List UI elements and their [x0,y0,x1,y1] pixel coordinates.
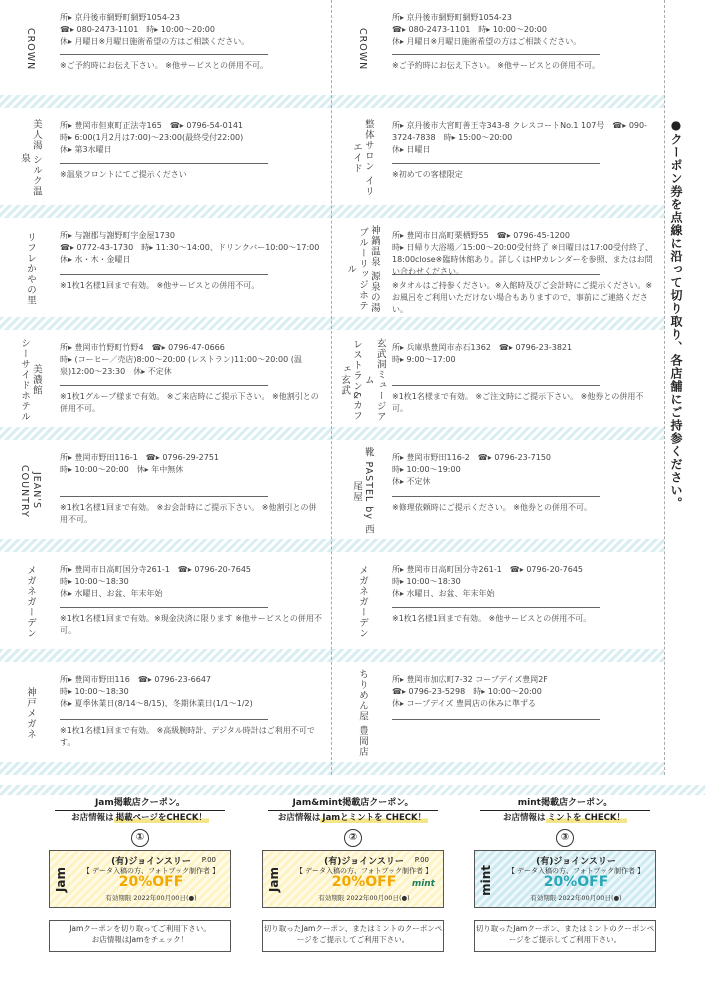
shop-info-line: 所▸ 京丹後市大宮町善王寺343-8 クレスコートNo.1 107号 ☎▸ 090-3724-7838 時▸ 15:00〜20:00 [392,121,647,142]
coupon-note: ※1枚1名様1回まで有効。 ※他サービスとの併用不可。 [60,281,260,290]
shop-info [392,452,656,488]
cut-instruction [668,118,698,514]
company-name: (有)ジョインスリー [536,857,616,867]
shop-info-line: 時▸ 9:00〜17:00 [392,355,456,364]
brand-logo-text: Jam [54,867,68,893]
shop-name-text: 神鍋温泉 源泉の湯 ブルーリッジホテル [345,224,380,314]
coupon-note: ※1枚1名様まで有効。 ※ご注文時にご提示下さい。 ※他券との併用不可。 [392,392,644,413]
discount-ticket[interactable] [49,850,231,908]
divider-stripe [332,649,664,662]
coupon-note: ※ご予約時にお伝え下さい。 ※他サービスとの併用不可。 [392,61,600,70]
shop-info-line: 休▸ 水曜日、お盆、年末年始 [392,589,495,598]
coupon-note: ※ご予約時にお伝え下さい。 ※他サービスとの併用不可。 [60,61,268,70]
shop-info-line: 時▸ 10:00〜18:30 [60,687,129,696]
discount-value: 20%OFF [118,874,184,890]
shop-info-line: 休▸ 第3水曜日 [60,145,112,154]
coupon-card [332,330,664,440]
shop-name [336,336,388,424]
mint-logo: mint [411,879,435,889]
shop-info-line: 所▸ 京丹後市網野町網野1054-23 [60,13,180,22]
shop-name [4,6,56,92]
coupon-card [332,218,664,330]
shop-info [392,342,656,366]
shop-name-text: メガネガーデン [356,565,368,639]
panel-subtitle-prefix: お店情報は [277,813,321,823]
shop-info-line: 時▸ 10:00〜18:30 [60,577,129,586]
panel-subtitle-highlight: 掲載ページをCHECK！ [115,813,207,823]
shop-name-text: JEAN'S COUNTRY [19,464,42,518]
discount-value: 20%OFF [543,874,609,890]
divider-stripe [0,762,332,775]
separator-rule [392,496,600,497]
panel-title: Jam掲載店クーポン。 [55,795,225,811]
panel-subtitle-highlight: ミントを CHECK！ [547,813,625,823]
coupon-card [332,0,664,108]
bottom-coupon-band [0,785,705,1000]
coupon-card [0,108,332,218]
separator-rule [392,274,600,275]
coupon-note: ※タオルはご持参ください。※入館時及びご会計時にご提示ください。※お風呂をご利用いただけない場合もありますので、事前にご連絡ください。 [392,281,653,314]
coupon-note: ※温泉フロントにてご提示ください [60,170,187,179]
separator-rule [60,54,268,55]
shop-name-text: 整体サロン イリエイド [351,119,374,197]
brand-logo [53,857,69,903]
brand-logo-text: mint [479,864,493,896]
panel-title: Jam&mint掲載店クーポン。 [268,795,438,811]
shop-info-line: 所▸ 豊岡市日高町栗栖野55 ☎▸ 0796-45-1200 [392,231,570,240]
separator-rule [60,719,268,720]
shop-name [4,668,56,759]
divider-stripe [0,649,332,662]
coupon-note: ※1枚1名様1回まで有効。※現金決済に限ります ※他サービスとの併用不可。 [60,614,322,635]
shop-info [60,12,324,48]
panel-footer: 切り取ったJamクーポン、またはミントのクーポンページをご提示してご利用下さい。 [474,920,656,952]
divider-stripe [0,785,705,795]
coupon-card [0,0,332,108]
divider-stripe [0,205,332,218]
cut-line-vertical [331,0,332,775]
shop-name [336,446,388,536]
cut-instruction-text: ●クーポン券を点線に沿って切り取り、各店舗にご持参ください。 [669,118,683,510]
page-ref: P.00 [414,856,429,864]
shop-info [392,12,656,48]
shop-info-line: 所▸ 豊岡市但東町正法寺165 ☎▸ 0796-54-0141 [60,121,244,130]
coupon-note: ※1枚1グループ様まで有効。 ※ご来店時にご提示下さい。 ※他割引との併用不可。 [60,392,319,413]
panel-subtitle [45,811,235,823]
coupon-column-right [332,0,664,775]
company-name: (有)ジョインスリー [111,857,191,867]
shop-name-text: 美人湯 シルク温泉 [19,119,42,197]
shop-info-line: ☎▸ 0772-43-1730 時▸ 11:30〜14:00、ドリンクバー10:00〜17:00 休▸ 水・木・金曜日 [60,243,328,264]
expiry-date: 有効期限 2022年00月00日(●) [318,894,410,902]
divider-stripe [0,95,332,108]
divider-stripe [332,427,664,440]
panel-subtitle [470,811,660,823]
shop-info-line: 時▸ 6:00(1月2月は7:00)〜23:00(最終受付22:00) [60,133,244,142]
shop-info [60,342,324,378]
shop-info-line: 時▸ 10:00〜20:00 休▸ 年中無休 [60,465,184,474]
shop-info-line: 休▸ 月曜日※月曜日施術希望の方はご相談ください。 [60,37,250,46]
brand-logo [266,857,282,903]
divider-stripe [0,317,332,330]
panel-title: mint掲載店クーポン。 [480,795,650,811]
separator-rule [60,496,268,497]
shop-info-line: 休▸ 水曜日、お盆、年末年始 [60,589,163,598]
expiry-date: 有効期限 2022年00月00日(●) [105,894,197,902]
company-name: (有)ジョインスリー [324,857,404,867]
panel-number-badge: ② [344,829,362,847]
coupon-note: ※1枚1名様1回まで有効。 ※高級腕時計、デジタル時計はご利用不可です。 [60,726,315,747]
shop-info-line: 時▸ 10:00〜19:00 [392,465,461,474]
shop-info [392,230,656,278]
coupon-card [0,218,332,330]
discount-ticket[interactable] [474,850,656,908]
separator-rule [60,385,268,386]
divider-stripe [0,539,332,552]
coupon-card [0,662,332,775]
shop-info-line: 休▸ 不定休 [392,477,431,486]
divider-stripe [332,95,664,108]
shop-info [392,564,656,600]
shop-name-text: 玄武洞ミュージアム レストラン&カフェ玄武 [339,338,386,422]
coupon-note: ※初めての客様限定 [392,170,463,179]
shop-name-text: CROWN [24,27,36,71]
coupon-panel-2 [258,795,448,995]
shop-name-text: リフレかやの里 [24,232,36,306]
discount-ticket[interactable] [262,850,444,908]
shop-info-line: 所▸ 豊岡市加広町7-32 コープデイズ豊岡2F [392,675,548,684]
panel-subtitle-highlight: Jamとミントを CHECK！ [322,813,427,823]
shop-name [4,558,56,646]
shop-info-line: 休▸ 日曜日 [392,145,431,154]
divider-stripe [332,762,664,775]
page-ref: P.00 [201,856,216,864]
panel-footer: 切り取ったJamクーポン、またはミントのクーポンページをご提示してご利用下さい。 [262,920,444,952]
shop-info-line: ☎▸ 080-2473-1101 時▸ 10:00〜20:00 [60,25,215,34]
coupon-card [332,662,664,775]
shop-name [4,446,56,536]
shop-name [336,224,388,314]
divider-stripe [332,317,664,330]
shop-info-line: 所▸ 京丹後市網野町網野1054-23 [392,13,512,22]
shop-info-line: 休▸ 月曜日※月曜日施術希望の方はご相談ください。 [392,37,582,46]
coupon-note: ※1枚1名様1回まで有効。 ※お会計時にご提示下さい。 ※他割引との併用不可。 [60,503,317,524]
shop-info-line: 所▸ 豊岡市日高町国分寺261-1 ☎▸ 0796-20-7645 [60,565,251,574]
separator-rule [392,607,600,608]
shop-info-line: ☎▸ 080-2473-1101 時▸ 10:00〜20:00 [392,25,547,34]
shop-info [60,120,324,156]
shop-info [60,452,324,476]
separator-rule [60,163,268,164]
panel-number-badge: ① [131,829,149,847]
coupon-card [0,330,332,440]
coupon-card [0,440,332,552]
separator-rule [392,163,600,164]
shop-info [60,674,324,710]
shop-info-line: 所▸ 豊岡市野田116-2 ☎▸ 0796-23-7150 [392,453,551,462]
coupon-card [332,108,664,218]
panel-subtitle-prefix: お店情報は [503,813,546,823]
shop-info-line: 所▸ 豊岡市日高町国分寺261-1 ☎▸ 0796-20-7645 [392,565,583,574]
coupon-card [0,552,332,662]
panel-subtitle [258,811,448,823]
shop-name-text: CROWN [356,27,368,71]
coupon-note: ※1枚1名様1回まで有効。 ※他サービスとの併用不可。 [392,614,592,623]
separator-rule [392,719,600,720]
ticket-desc: 【 データ入稿の方、フォトブック制作者 】 [295,867,433,875]
shop-name-text: ちりめん屋 豊岡店 [356,669,368,758]
coupon-note: ※修理依頼時にご提示ください。 ※他券との併用不可。 [392,503,592,512]
cut-line-right [664,0,665,775]
shop-info [60,564,324,600]
separator-rule [392,54,600,55]
coupon-panel-3 [470,795,660,995]
brand-logo [478,857,494,903]
coupon-panel-1 [45,795,235,995]
shop-info [392,674,656,710]
shop-info-line: 時▸ 日帰り大浴場／15:00〜20:00受付終了 ※日曜日は17:00受付終了、18:00close※臨時休館あり。詳しくはHPカレンダーを参照、またはお問い合わせください。 [392,243,653,276]
panel-footer: Jamクーポンを切り取ってご利用下さい。 お店情報はJamをチェック！ [49,920,231,952]
divider-stripe [332,205,664,218]
expiry-date: 有効期限 2022年00月00日(●) [530,894,622,902]
ticket-desc: 【 データ入稿の方、フォトブック制作者 】 [82,867,220,875]
shop-info-line: 休▸ 夏季休業日(8/14〜8/15)、冬期休業日(1/1〜1/2) [60,699,253,708]
shop-name [336,6,388,92]
shop-name-text: メガネガーデン [24,565,36,639]
discount-value: 20%OFF [331,874,397,890]
shop-name [336,668,388,759]
separator-rule [60,274,268,275]
shop-info [392,120,656,156]
shop-name-text: 靴 PASTEL by 西尾屋 [351,447,374,535]
shop-info [60,230,328,266]
divider-stripe [332,539,664,552]
shop-info-line: 所▸ 豊岡市野田116-1 ☎▸ 0796-29-2751 [60,453,219,462]
shop-info-line: 所▸ 兵庫県豊岡市赤石1362 ☎▸ 0796-23-3821 [392,343,573,352]
shop-info-line: 時▸ 10:00〜18:30 [392,577,461,586]
shop-info-line: ☎▸ 0796-23-5298 時▸ 10:00〜20:00 [392,687,542,696]
divider-stripe [0,427,332,440]
panel-number-badge: ③ [556,829,574,847]
shop-name [4,336,56,424]
shop-name-text: 神戸メガネ [24,687,36,740]
shop-info-line: 所▸ 豊岡市野田116 ☎▸ 0796-23-6647 [60,675,212,684]
coupon-card [332,440,664,552]
shop-info-line: 所▸ 与謝郡与謝野町字金屋1730 [60,231,175,240]
shop-info-line: 所▸ 豊岡市竹野町竹野4 ☎▸ 0796-47-0666 [60,343,225,352]
ticket-desc: 【 データ入稿の方、フォトブック制作者 】 [507,867,645,875]
panel-subtitle-prefix: お店情報は [71,813,114,823]
separator-rule [60,607,268,608]
separator-rule [392,385,600,386]
shop-info-line: 時▸ (コーヒー／売店)8:00〜20:00 (レストラン)11:00〜20:00 (温泉)12:00〜23:30 休▸ 不定休 [60,355,302,376]
shop-name-text: 美濃館 シーサイドホテル [19,338,42,422]
shop-info-line: 休▸ コープデイズ 豊岡店の休みに準ずる [392,699,537,708]
coupon-column-left [0,0,332,775]
brand-logo-text: Jam [267,867,281,893]
coupon-card [332,552,664,662]
shop-name [4,114,56,202]
shop-name [336,114,388,202]
shop-name [336,558,388,646]
shop-name [4,224,56,314]
